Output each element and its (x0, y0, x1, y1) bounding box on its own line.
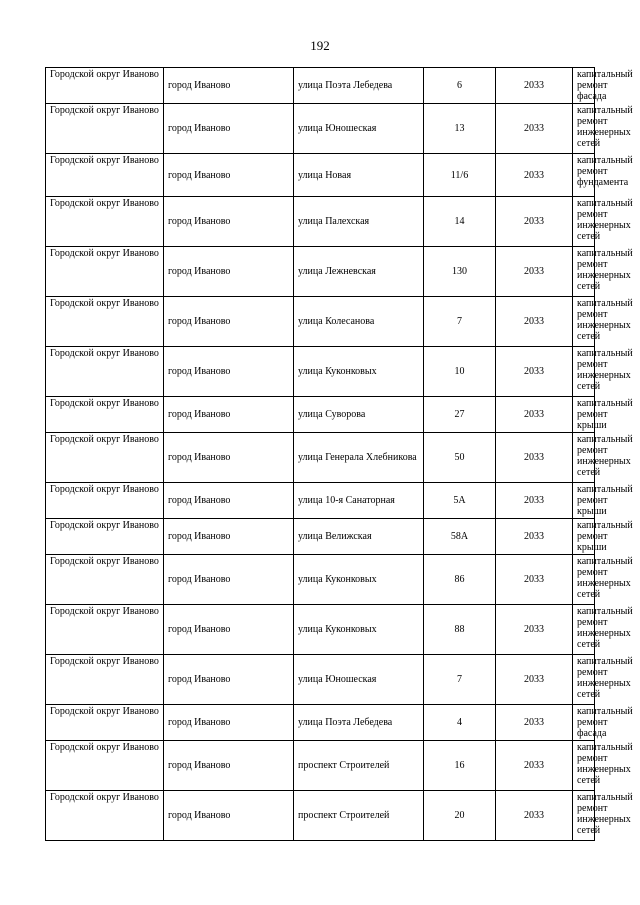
table-row (46, 433, 595, 483)
house-number-cell: 11/6 (424, 154, 496, 197)
year-cell: 2033 (496, 519, 573, 555)
work-type-cell: капитальный ремонт инженерных сетей (573, 655, 595, 705)
table-row (46, 741, 595, 791)
year-cell: 2033 (496, 104, 573, 154)
house-number-cell: 4 (424, 705, 496, 741)
street-cell: улица Лежневская (294, 247, 424, 297)
street-cell: улица Палехская (294, 197, 424, 247)
city-cell: город Иваново (164, 605, 294, 655)
year-cell: 2033 (496, 741, 573, 791)
street-cell: улица Куконковых (294, 347, 424, 397)
work-type-cell: капитальный ремонт инженерных сетей (573, 104, 595, 154)
table-row (46, 154, 595, 197)
table-row (46, 655, 595, 705)
house-number-cell: 27 (424, 397, 496, 433)
table-row (46, 791, 595, 841)
house-number-cell: 6 (424, 68, 496, 104)
house-number-cell: 86 (424, 555, 496, 605)
city-cell: город Иваново (164, 197, 294, 247)
work-type-cell: капитальный ремонт фасада (573, 68, 595, 104)
repair-schedule-table (45, 67, 633, 841)
table-row (46, 483, 595, 519)
street-cell: улица Генерала Хлебникова (294, 433, 424, 483)
work-type-cell: капитальный ремонт инженерных сетей (573, 605, 595, 655)
table-row (46, 297, 595, 347)
year-cell: 2033 (496, 297, 573, 347)
street-cell: улица 10-я Санаторная (294, 483, 424, 519)
district-cell: Городской округ Иваново (46, 741, 164, 791)
work-type-cell: капитальный ремонт инженерных сетей (573, 555, 595, 605)
work-type-cell: капитальный ремонт крыши (573, 483, 595, 519)
city-cell: город Иваново (164, 247, 294, 297)
city-cell: город Иваново (164, 433, 294, 483)
table-row (46, 705, 595, 741)
work-type-cell: капитальный ремонт инженерных сетей (573, 791, 595, 841)
district-cell: Городской округ Иваново (46, 791, 164, 841)
house-number-cell: 7 (424, 655, 496, 705)
street-cell: проспект Строителей (294, 741, 424, 791)
city-cell: город Иваново (164, 68, 294, 104)
city-cell: город Иваново (164, 705, 294, 741)
house-number-cell: 88 (424, 605, 496, 655)
table-body (46, 68, 633, 841)
work-type-cell: капитальный ремонт фундамента (573, 154, 595, 197)
house-number-cell: 10 (424, 347, 496, 397)
street-cell: улица Юношеская (294, 655, 424, 705)
city-cell: город Иваново (164, 104, 294, 154)
city-cell: город Иваново (164, 347, 294, 397)
year-cell: 2033 (496, 605, 573, 655)
year-cell: 2033 (496, 555, 573, 605)
district-cell: Городской округ Иваново (46, 655, 164, 705)
district-cell: Городской округ Иваново (46, 347, 164, 397)
table-row (46, 555, 595, 605)
work-type-cell: капитальный ремонт инженерных сетей (573, 433, 595, 483)
street-cell: улица Куконковых (294, 605, 424, 655)
table-row (46, 104, 595, 154)
table-row (46, 68, 595, 104)
table-row (46, 605, 595, 655)
district-cell: Городской округ Иваново (46, 555, 164, 605)
street-cell: улица Суворова (294, 397, 424, 433)
street-cell: улица Поэта Лебедева (294, 68, 424, 104)
work-type-cell: капитальный ремонт инженерных сетей (573, 297, 595, 347)
street-cell: улица Колесанова (294, 297, 424, 347)
district-cell: Городской округ Иваново (46, 483, 164, 519)
city-cell: город Иваново (164, 297, 294, 347)
house-number-cell: 13 (424, 104, 496, 154)
work-type-cell: капитальный ремонт инженерных сетей (573, 741, 595, 791)
district-cell: Городской округ Иваново (46, 705, 164, 741)
street-cell: улица Новая (294, 154, 424, 197)
street-cell: проспект Строителей (294, 791, 424, 841)
street-cell: улица Поэта Лебедева (294, 705, 424, 741)
year-cell: 2033 (496, 154, 573, 197)
district-cell: Городской округ Иваново (46, 397, 164, 433)
house-number-cell: 16 (424, 741, 496, 791)
table-row (46, 397, 595, 433)
work-type-cell: капитальный ремонт инженерных сетей (573, 197, 595, 247)
district-cell: Городской округ Иваново (46, 247, 164, 297)
work-type-cell: капитальный ремонт крыши (573, 519, 595, 555)
house-number-cell: 7 (424, 297, 496, 347)
year-cell: 2033 (496, 397, 573, 433)
house-number-cell: 5А (424, 483, 496, 519)
year-cell: 2033 (496, 705, 573, 741)
house-number-cell: 58А (424, 519, 496, 555)
street-cell: улица Велижская (294, 519, 424, 555)
year-cell: 2033 (496, 791, 573, 841)
street-cell: улица Юношеская (294, 104, 424, 154)
city-cell: город Иваново (164, 519, 294, 555)
district-cell: Городской округ Иваново (46, 197, 164, 247)
work-type-cell: капитальный ремонт крыши (573, 397, 595, 433)
city-cell: город Иваново (164, 154, 294, 197)
work-type-cell: капитальный ремонт инженерных сетей (573, 247, 595, 297)
table-row (46, 519, 595, 555)
district-cell: Городской округ Иваново (46, 104, 164, 154)
year-cell: 2033 (496, 347, 573, 397)
district-cell: Городской округ Иваново (46, 605, 164, 655)
year-cell: 2033 (496, 433, 573, 483)
year-cell: 2033 (496, 247, 573, 297)
city-cell: город Иваново (164, 655, 294, 705)
city-cell: город Иваново (164, 483, 294, 519)
district-cell: Городской округ Иваново (46, 154, 164, 197)
house-number-cell: 20 (424, 791, 496, 841)
city-cell: город Иваново (164, 791, 294, 841)
page-number: 192 (310, 38, 330, 53)
table-row (46, 347, 595, 397)
city-cell: город Иваново (164, 555, 294, 605)
city-cell: город Иваново (164, 741, 294, 791)
year-cell: 2033 (496, 655, 573, 705)
district-cell: Городской округ Иваново (46, 68, 164, 104)
table-row (46, 247, 595, 297)
district-cell: Городской округ Иваново (46, 297, 164, 347)
year-cell: 2033 (496, 197, 573, 247)
year-cell: 2033 (496, 68, 573, 104)
district-cell: Городской округ Иваново (46, 519, 164, 555)
house-number-cell: 50 (424, 433, 496, 483)
house-number-cell: 14 (424, 197, 496, 247)
table-row (46, 197, 595, 247)
street-cell: улица Куконковых (294, 555, 424, 605)
year-cell: 2033 (496, 483, 573, 519)
house-number-cell: 130 (424, 247, 496, 297)
city-cell: город Иваново (164, 397, 294, 433)
work-type-cell: капитальный ремонт фасада (573, 705, 595, 741)
work-type-cell: капитальный ремонт инженерных сетей (573, 347, 595, 397)
district-cell: Городской округ Иваново (46, 433, 164, 483)
